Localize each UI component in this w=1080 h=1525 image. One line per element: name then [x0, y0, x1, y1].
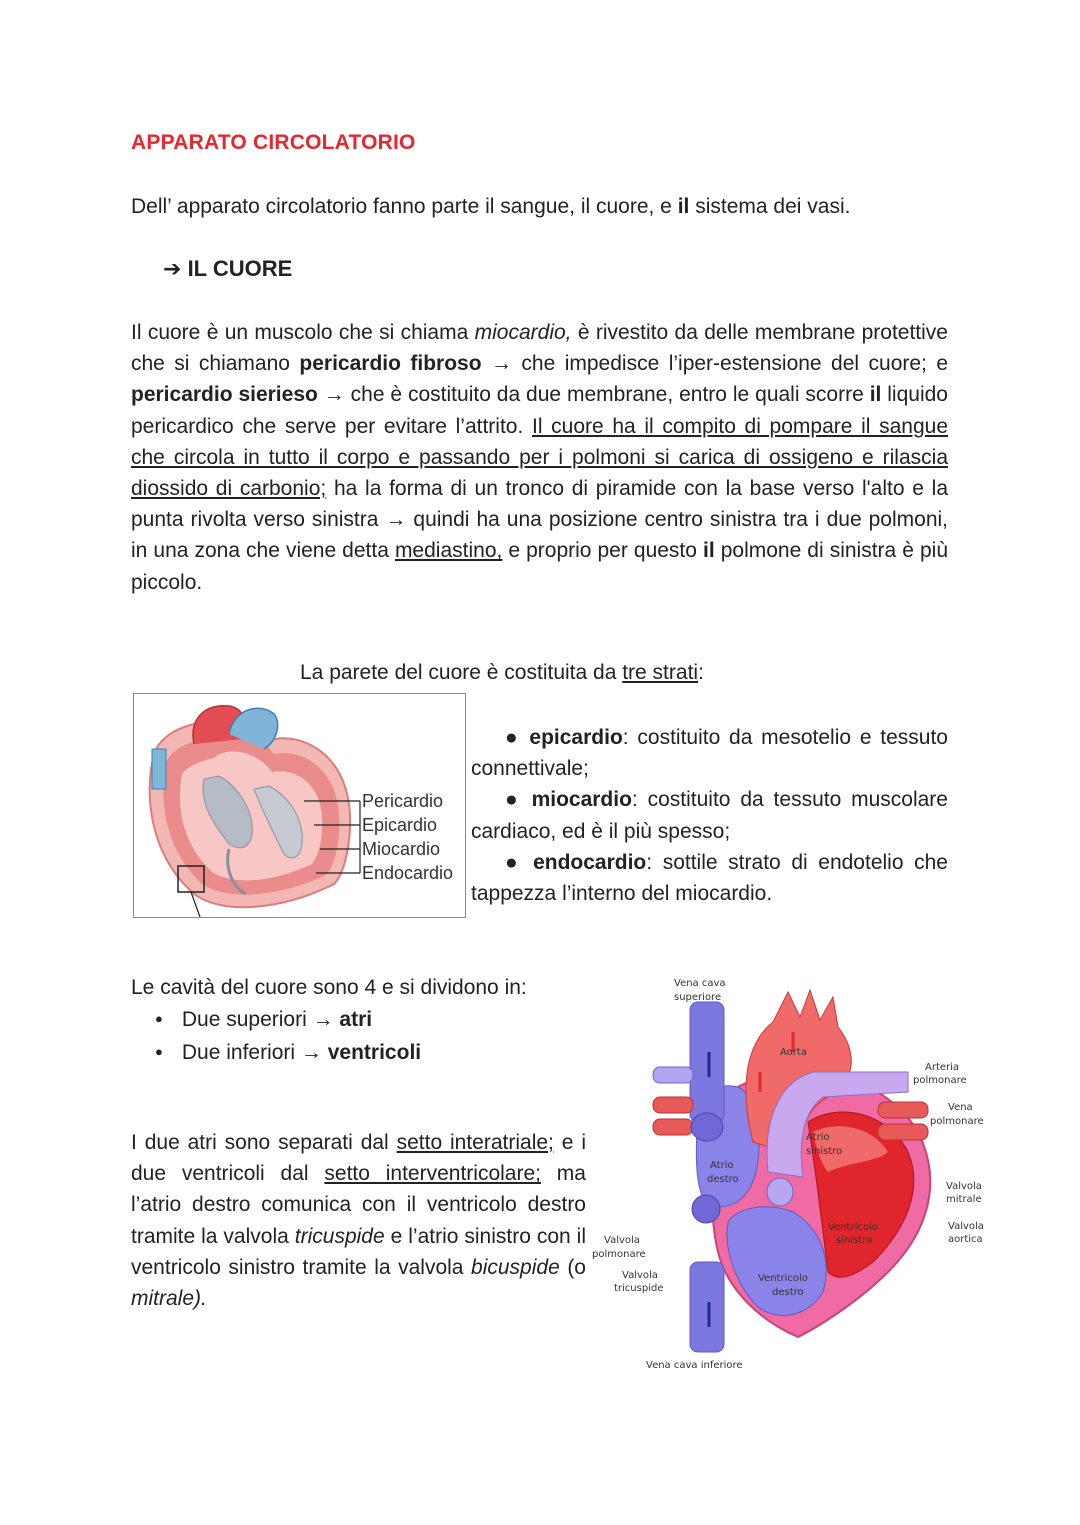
term-pericardio-sieroso: pericardio sierieso: [131, 383, 318, 407]
list-item: ● miocardio: costituito da tessuto muscolare cardiaco, ed è il più spesso;: [471, 788, 948, 843]
cavita-item-text: Due superiori →: [181, 1007, 340, 1031]
label-valv-mitrale-2: mitrale: [946, 1194, 982, 1205]
term-miocardio-layer: miocardio: [531, 788, 632, 812]
atri-text-1: I due atri sono separati dal: [131, 1131, 397, 1154]
label-aorta: Aorta: [780, 1047, 807, 1058]
para-text-2: è rivestito da delle membrane protettive che si chiamano: [131, 321, 948, 376]
list-item: ● epicardio: costituito da mesotelio e tessuto connettivale;: [471, 726, 948, 781]
label-pericardio: Pericardio: [362, 791, 444, 811]
strati-intro: [300, 661, 704, 685]
label-atrio-des-1: Atrio: [710, 1160, 734, 1171]
para-bold-il-2: il: [703, 539, 715, 563]
label-epicardio: Epicardio: [362, 815, 438, 835]
label-vena-cava-sup-1: Vena cava: [674, 978, 726, 989]
label-valv-mitrale-1: Valvola: [946, 1181, 982, 1192]
cavita-item-bold: ventricoli: [327, 1041, 422, 1064]
cavita-intro: Le cavità del cuore sono 4 e si dividono in:: [131, 976, 527, 999]
label-miocardio: Miocardio: [362, 839, 441, 859]
term-epicardio: epicardio: [529, 726, 623, 749]
label-ventr-sin-2: sinistro: [836, 1235, 873, 1246]
para-text-6: ha la forma di un tronco di piramide con la base verso l'alto e la punta rivolta verso sinistra → quindi ha una posizione centro sinistra tra i due polmoni, in una zona che viene detta: [131, 477, 949, 563]
label-atrio-sin-1: Atrio: [806, 1132, 830, 1143]
term-endocardio: endocardio: [533, 850, 647, 874]
para-text-8: polmone di sinistra è più piccolo.: [131, 539, 948, 594]
label-ventr-sin-1: Ventricolo: [828, 1222, 878, 1233]
atri-paragraph: [131, 1127, 586, 1314]
intro-bold-il: il: [677, 195, 690, 218]
label-vena-polm-1: Vena: [948, 1102, 973, 1113]
heart-chambers-illustration: [588, 972, 1008, 1377]
intro-part2: sistema dei vasi.: [695, 195, 851, 218]
label-valv-aortica-2: aortica: [948, 1234, 983, 1245]
label-valv-polm-1: Valvola: [604, 1235, 640, 1246]
label-valv-tric-1: Valvola: [622, 1270, 658, 1281]
para-text-5: liquido pericardico che serve per evitare l’attrito.: [131, 383, 948, 438]
list-item: [163, 1037, 527, 1071]
heart-paragraph: [131, 317, 948, 598]
cavita-item-text: Due inferiori →: [181, 1041, 328, 1064]
term-mitrale: mitrale).: [131, 1287, 207, 1311]
heart-chambers-diagram: [588, 972, 1008, 1377]
term-setto-interatriale: setto interatriale;: [396, 1131, 554, 1154]
page-title: APPARATO CIRCOLATORIO: [131, 131, 416, 154]
endocardio-text: : sottile strato di endotelio che tappezza l’interno del miocardio.: [471, 850, 948, 906]
cavita-list: [131, 1004, 527, 1071]
intro-sentence: [131, 195, 850, 219]
miocardio-text: : costituito da tessuto muscolare cardiaco, ed è il più spesso;: [471, 788, 948, 843]
para-text-3: → che impedisce l’iper-estensione del cuore; e: [481, 352, 948, 376]
label-ventr-des-2: destro: [772, 1287, 804, 1298]
label-atrio-des-2: destro: [707, 1174, 739, 1185]
label-ventr-des-1: Ventricolo: [758, 1273, 808, 1284]
label-arteria-2: polmonare: [913, 1075, 967, 1086]
list-item: ● endocardio: sottile strato di endotelio che tappezza l’interno del miocardio.: [471, 850, 948, 906]
label-valv-polm-2: polmonare: [592, 1249, 646, 1260]
term-bicuspide: bicuspide: [471, 1255, 560, 1279]
tre-strati-link: tre strati: [622, 661, 699, 684]
list-item: [163, 1004, 527, 1038]
term-miocardio: miocardio,: [474, 321, 572, 344]
term-tricuspide: tricuspide: [294, 1224, 385, 1248]
heart-layers-illustration: [134, 694, 465, 917]
para-bold-il: il: [869, 383, 882, 407]
term-pericardio-fibroso: pericardio fibroso: [299, 352, 482, 376]
strati-colon: :: [698, 661, 704, 684]
term-setto-interventricolare: setto interventricolare;: [324, 1162, 541, 1186]
para-text-4: → che è costituito da due membrane, entro le quali scorre: [317, 383, 864, 407]
layers-list: [471, 722, 948, 909]
para-text-7: e proprio per questo: [502, 539, 697, 563]
label-valv-tric-2: tricuspide: [614, 1283, 664, 1294]
section-label: IL CUORE: [187, 256, 293, 281]
atri-text-3: ma l’atrio destro comunica con il ventricolo destro tramite la valvola: [131, 1162, 586, 1248]
label-vena-cava-sup-2: superiore: [674, 992, 722, 1003]
epicardio-text: : costituito da mesotelio e tessuto connettivale;: [471, 726, 948, 781]
label-arteria-1: Arteria: [925, 1062, 960, 1073]
cavita-section: [131, 972, 527, 1071]
atri-text-4: e l’atrio sinistro con il ventricolo sinistro tramite la valvola: [131, 1224, 586, 1279]
label-vena-polm-2: polmonare: [930, 1116, 984, 1127]
section-heading: [163, 256, 292, 282]
label-valv-aortica-1: Valvola: [948, 1221, 984, 1232]
para-text-1: Il cuore è un muscolo che si chiama: [131, 321, 475, 344]
label-endocardio: Endocardio: [362, 863, 454, 883]
strati-intro-text: La parete del cuore è costituita da: [300, 661, 623, 684]
heart-layers-figure: [133, 693, 466, 918]
cavita-item-bold: atri: [339, 1007, 373, 1031]
label-vena-cava-inf: Vena cava inferiore: [646, 1360, 743, 1371]
label-atrio-sin-2: sinistro: [806, 1146, 843, 1157]
intro-part1: Dell’ apparato circolatorio fanno parte il sangue, il cuore, e: [131, 195, 672, 218]
atri-text-2: e i due ventricoli dal: [131, 1131, 586, 1186]
atri-text-5: (o: [559, 1255, 586, 1279]
arrow-icon: ➔: [163, 256, 182, 281]
term-mediastino: mediastino,: [394, 539, 503, 563]
underlined-sentence: Il cuore ha il compito di pompare il sangue che circola in tutto il corpo e passando per i polmoni si carica di ossigeno e rilascia diossido di carbonio;: [131, 414, 948, 501]
